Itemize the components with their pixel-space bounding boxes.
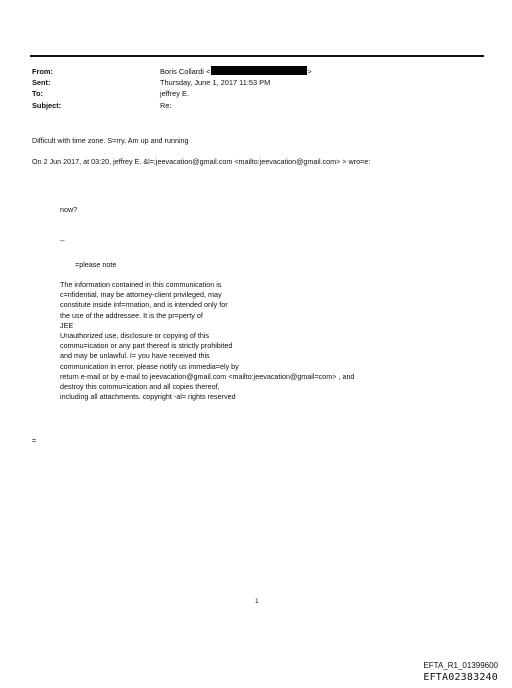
email-header: [32, 66, 312, 111]
from-label: From:: [32, 67, 53, 76]
from-value: [160, 66, 312, 77]
disclaimer-line: and may be unlawful. I= you have received this: [60, 351, 210, 361]
disclaimer-line: including all attachments. copyright -al= rights reserved: [60, 392, 236, 402]
trailing-equals: =: [32, 436, 37, 445]
disclaimer-line: JEE: [60, 320, 74, 330]
disclaimer-line: the use of the addressee. It is the pr=perty of: [60, 310, 203, 320]
quoted-dashes: --: [60, 236, 65, 245]
from-name: Boris Collardi <: [160, 67, 211, 76]
disclaimer-line: c=nfidential, may be attorney-client privileged, may: [60, 290, 222, 300]
disclaimer-line: return e-mail or by e-mail to jeevacation@gmail.com <mailto:jeevacation@gmail=com> , and: [60, 371, 355, 381]
disclaimer-line: The information contained in this communication is: [60, 280, 222, 289]
disclaimer-paragraph: [60, 280, 354, 402]
sent-value: Thursday, June 1, 2017 11:53 PM: [160, 78, 271, 88]
disclaimer-line: destroy this commu=ication and all copies thereof,: [60, 382, 220, 392]
sent-label: Sent:: [32, 78, 51, 88]
disclaimer-line: Unauthorized use, disclosure or copying of this: [60, 331, 210, 341]
efta-ref-2: EFTA02383240: [423, 672, 498, 683]
disclaimer-line: constitute inside inf=rmation, and is intended only for: [60, 300, 228, 310]
redaction-box: [211, 66, 307, 75]
body-line-1: Difficult with time zone. S=rry. Am up and running: [32, 136, 189, 145]
disclaimer-line: communication in error, please notify us immedia=ely by: [60, 361, 239, 371]
to-row: [32, 88, 312, 99]
to-value: jeffrey E.: [160, 89, 190, 99]
subject-label: Subject:: [32, 100, 62, 110]
disclaimer-line: commu=ication or any part thereof is strictly prohibited: [60, 341, 233, 351]
sent-row: [32, 77, 312, 88]
from-row: [32, 66, 312, 77]
efta-ref-1: EFTA_R1_01399600: [423, 661, 498, 670]
from-suffix: >: [307, 67, 312, 76]
subject-row: [32, 100, 312, 111]
please-note: =please note: [75, 260, 117, 269]
quoted-now: now?: [60, 205, 78, 214]
to-label: To:: [32, 89, 43, 99]
page-number: 1: [255, 598, 259, 605]
subject-value: Re:: [160, 100, 172, 110]
quoted-intro: On 2 Jun 2017, at 03:20, jeffrey E. &l=;jeevacation@gmail.com <mailto:jeevacation@gmail.com> > wro=e:: [32, 157, 371, 166]
header-rule: [30, 55, 484, 57]
